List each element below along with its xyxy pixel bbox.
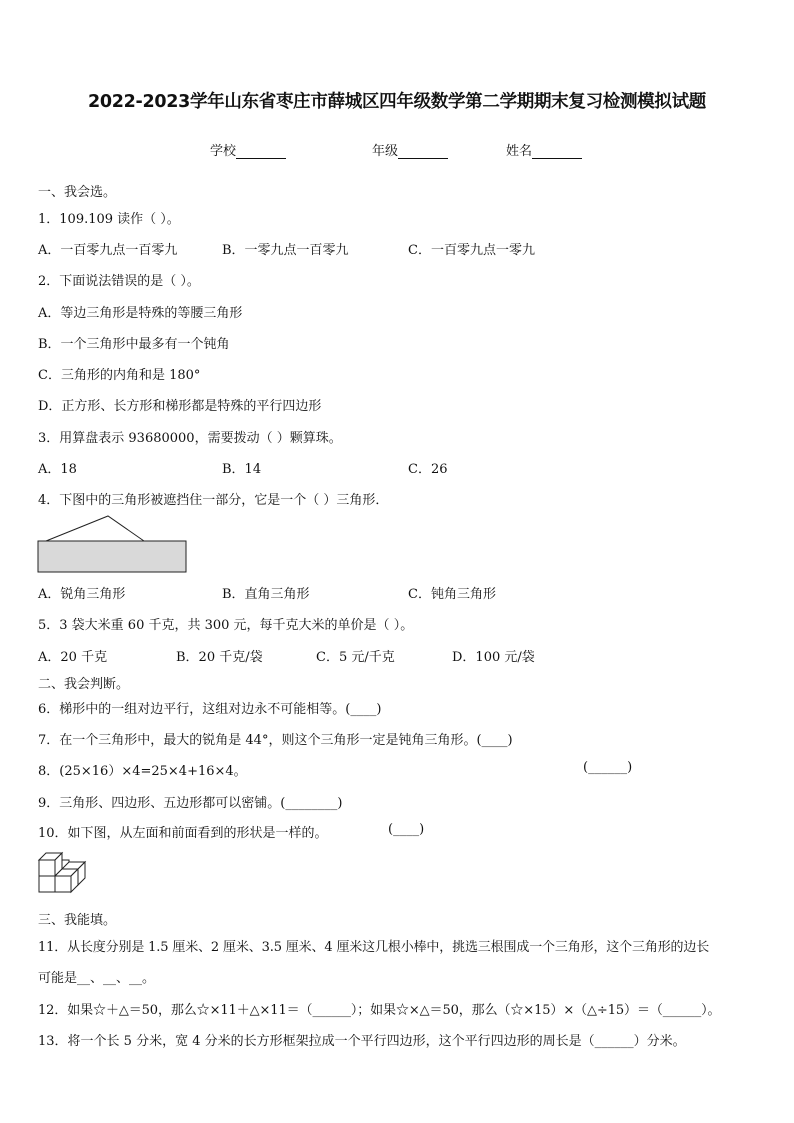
question-10-blank[interactable]: (____) [388, 822, 425, 837]
question-13: 13．将一个长 5 分米，宽 4 分米的长方形框架拉成一个平行四边形，这个平行四边形的周长是（______）分米。 [38, 1034, 686, 1049]
question-12: 12．如果☆＋△＝50，那么☆×11＋△×11＝（______）；如果☆×△＝50，那么（☆×15）×（△÷15）＝（______）。 [38, 1003, 721, 1018]
section-3-heading: 三、我能填。 [38, 913, 117, 928]
section-2-heading: 二、我会判断。 [38, 677, 130, 692]
question-11-line-2: 可能是__、__、__。 [38, 971, 156, 986]
question-4-option-a[interactable]: A．锐角三角形 [38, 587, 126, 602]
question-1-option-a[interactable]: A．一百零九点一百零九 [38, 243, 178, 258]
question-4-stem: 4．下图中的三角形被遮挡住一部分，它是一个（ ）三角形． [38, 493, 389, 508]
covering-rectangle [38, 541, 186, 572]
question-3-option-c[interactable]: C．26 [408, 462, 448, 477]
question-8-stem: 8．(25×16）×4=25×4+16×4。 [38, 764, 247, 779]
name-blank[interactable] [532, 145, 582, 159]
question-2-option-d[interactable]: D．正方形、长方形和梯形都是特殊的平行四边形 [38, 399, 322, 414]
question-7: 7．在一个三角形中，最大的锐角是 44°，则这个三角形一定是钝角三角形。(____) [38, 733, 513, 748]
question-1-option-b[interactable]: B．一零九点一百零九 [222, 243, 349, 258]
question-3-option-b[interactable]: B．14 [222, 462, 262, 477]
school-label: 学校 [210, 144, 237, 159]
name-field [506, 140, 582, 159]
question-2-option-a[interactable]: A．等边三角形是特殊的等腰三角形 [38, 306, 243, 321]
question-1-stem: 1．109.109 读作（ ）。 [38, 212, 180, 227]
question-3-stem: 3．用算盘表示 93680000，需要拨动（ ）颗算珠。 [38, 431, 342, 446]
triangle-top-outline [46, 516, 144, 541]
cube-front-face [39, 876, 55, 892]
question-10-stem: 10．如下图，从左面和前面看到的形状是一样的。 [38, 826, 328, 841]
question-2-option-b[interactable]: B．一个三角形中最多有一个钝角 [38, 337, 230, 352]
grade-field [372, 140, 448, 159]
question-3-option-a[interactable]: A．18 [38, 462, 77, 477]
section-1-heading: 一、我会选。 [38, 185, 117, 200]
school-field [210, 140, 286, 159]
cube-front-face [55, 876, 71, 892]
grade-label: 年级 [372, 144, 399, 159]
school-blank[interactable] [236, 145, 286, 159]
name-label: 姓名 [506, 144, 533, 159]
question-5-option-a[interactable]: A．20 千克 [38, 650, 108, 665]
grade-blank[interactable] [398, 145, 448, 159]
question-2-stem: 2．下面说法错误的是（ ）。 [38, 274, 200, 289]
question-2-option-c[interactable]: C．三角形的内角和是 180° [38, 368, 201, 383]
question-8-blank[interactable]: (______) [583, 760, 633, 775]
cube-front-face [39, 860, 55, 876]
question-5-option-b[interactable]: B．20 千克/袋 [176, 650, 263, 665]
hidden-triangle-figure [36, 514, 190, 576]
question-1-option-c[interactable]: C．一百零九点一零九 [408, 243, 535, 258]
question-6: 6．梯形中的一组对边平行，这组对边永不可能相等。(____) [38, 702, 382, 717]
question-4-option-b[interactable]: B．直角三角形 [222, 587, 310, 602]
question-5-option-d[interactable]: D．100 元/袋 [452, 650, 535, 665]
question-11-line-1: 11．从长度分别是 1.5 厘米、2 厘米、3.5 厘米、4 厘米这几根小棒中，挑选三根围成一个三角形，这个三角形的边长 [38, 940, 710, 955]
question-4-option-c[interactable]: C．钝角三角形 [408, 587, 496, 602]
question-5-stem: 5．3 袋大米重 60 千克，共 300 元，每千克大米的单价是（ ）。 [38, 618, 414, 633]
question-9: 9．三角形、四边形、五边形都可以密铺。(________) [38, 796, 343, 811]
page-title: 2022-2023学年山东省枣庄市薛城区四年级数学第二学期期末复习检测模拟试题 [88, 92, 706, 112]
cube-stack-figure [36, 850, 92, 902]
question-5-option-c[interactable]: C．5 元/千克 [316, 650, 395, 665]
